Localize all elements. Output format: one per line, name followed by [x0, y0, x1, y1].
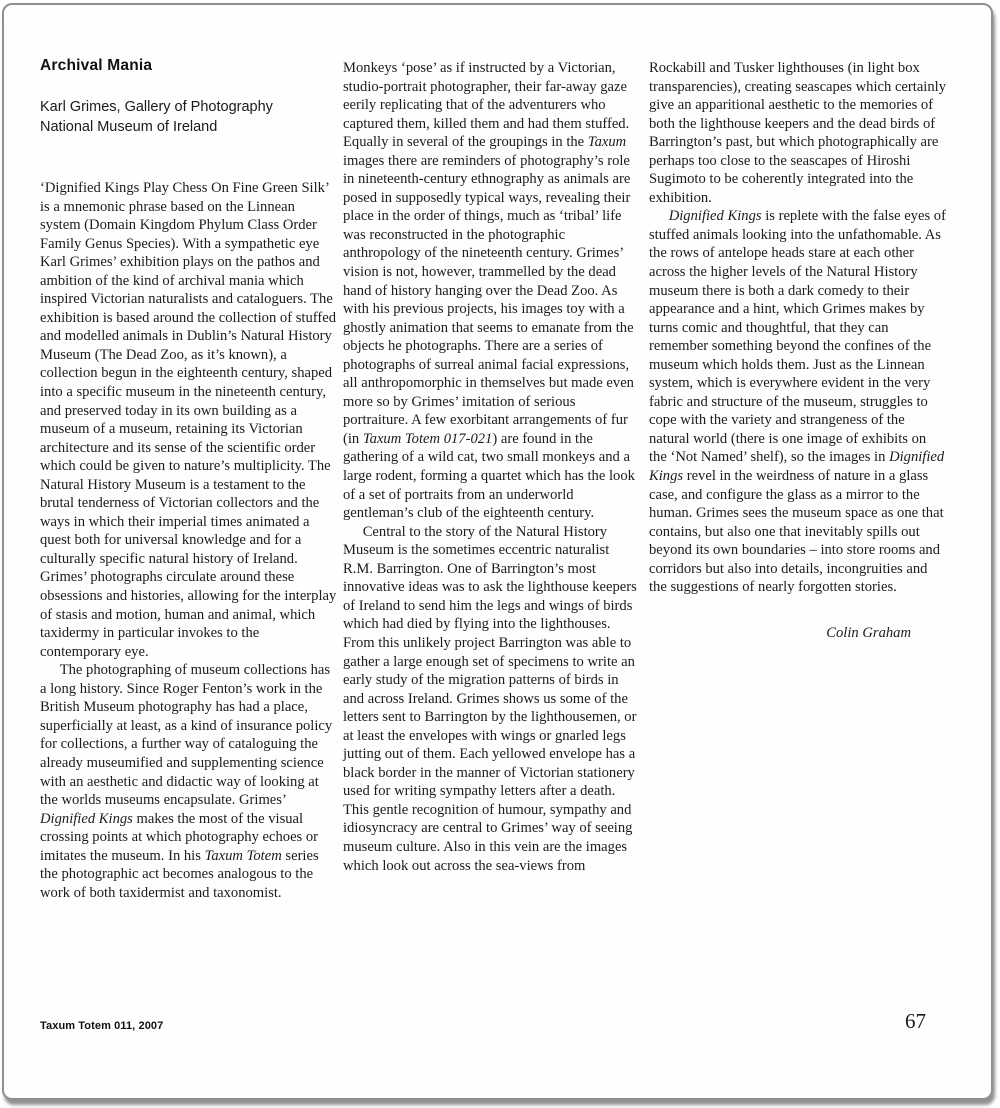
paragraph — [343, 59, 641, 523]
text-segment: ) are found in the gathering of a wild cat, two small monkeys and a large rodent, forming a quartet which has the look of a set of portraits from an underworld gentleman’s club of the eighteenth century. — [343, 430, 635, 522]
article-title: Archival Mania — [40, 57, 153, 74]
italic-text-segment: Taxum — [587, 134, 627, 151]
scanned-page — [2, 3, 993, 1100]
author-signature — [649, 624, 947, 643]
byline-author-gallery: Karl Grimes, Gallery of Photography — [40, 99, 273, 115]
text-column-2 — [343, 59, 641, 875]
italic-text-segment: Dignified Kings — [649, 449, 945, 485]
italic-text-segment: Dignified Kings — [40, 810, 133, 827]
text-segment: series the photographic act becomes analogous to the work of both taxidermist and taxonomist. — [40, 847, 319, 901]
page-number: 67 — [905, 1009, 926, 1033]
text-column-1 — [40, 179, 338, 902]
footer-caption: Taxum Totem 011, 2007 — [40, 1020, 164, 1032]
text-segment: Monkeys ‘pose’ as if instructed by a Victorian, studio-portrait photographer, their far-away gaze eerily replicating that of the adventurers who captured them, killed them and had them stuffed. Equally in several of the groupings in the — [343, 60, 630, 151]
text-segment: The photographing of museum collections has a long history. Since Roger Fenton’s work in the British Museum photography has had a place, superficially at least, as a kind of insurance policy for collections, a further way of cataloguing the already museumified and supplementing science with an aesthetic and didactic way of looking at the worlds museums encapsulate. Grimes’ — [40, 662, 333, 809]
paragraph — [649, 59, 947, 207]
text-segment: Central to the story of the Natural History Museum is the sometimes eccentric naturalist R.M. Barrington. One of Barrington’s most innovative ideas was to ask the lighthouse keepers of Ireland to send him the legs and wings of birds which had died by flying into the lighthouses. From this unlikely project Barrington was able to gather a large enough set of specimens to write an early study of the migration patterns of birds in and across Ireland. Grimes shows us some of the letters sent to Barrington by the lighthousemen, or at least the envelopes with wings or gnarled legs jutting out of them. Each yellowed envelope has a black border in the manner of Victorian stationery used for writing sympathy letters after a death. This gentle recognition of humour, sympathy and idiosyncracy are central to Grimes’ way of seeing museum culture. Also in this vein are the images which look out across the sea-views from — [343, 523, 637, 874]
byline — [40, 98, 273, 137]
text-segment: is replete with the false eyes of stuffed animals looking into the unfathomable. As the rows of antelope heads stare at each other across the higher levels of the Natural History museum there is both a dark comedy to their appearance and a hint, which Grimes makes by turns comic and thoughtful, that they can remember something beyond the confines of the museum which holds them. Just as the Linnean system, which is everywhere evident in the very fabric and structure of the museum, struggles to cope with the variety and strangeness of the natural world (there is one image of exhibits on the ‘Not Named’ shelf), so the images in — [649, 208, 946, 466]
text-column-3 — [649, 59, 947, 642]
italic-text-segment: Dignified Kings — [668, 208, 762, 225]
paragraph — [649, 207, 947, 596]
paragraph — [40, 661, 338, 902]
italic-text-segment: Colin Graham — [826, 624, 911, 641]
paragraph — [40, 179, 338, 661]
text-segment: images there are reminders of photography’s role in nineteenth-century ethnography as animals are posed in supposedly typical ways, revealing their place in the order of things, much as ‘tribal’ life was reconstructed in the photographic anthropology of the nineteenth century. Grimes’ vision is not, however, trammelled by the dead hand of history hanging over the Dead Zoo. As with his previous projects, his images toy with a ghostly animation that seems to emanate from the objects he photographs. There are a series of photographs of surreal animal facial expressions, all anthropomorphic in themselves but made even more so by Grimes’ imitation of serious portraiture. A few exorbitant arrangements of fur (in — [343, 152, 634, 447]
text-segment: revel in the weirdness of nature in a glass case, and configure the glass as a mirror to the human. Grimes sees the museum space as one that contains, but also one that inevitably spills out beyond its own boundaries – into store rooms and corridors but also into details, incongruities and the suggestions of nearly forgotten stories. — [649, 468, 944, 596]
italic-text-segment: Taxum Totem 017-021 — [362, 430, 493, 447]
text-segment: makes the most of the visual crossing points at which photography echoes or imitates the museum. In his — [40, 810, 319, 864]
italic-text-segment: Taxum Totem — [204, 847, 282, 864]
paragraph — [343, 523, 641, 875]
text-segment: Rockabill and Tusker lighthouses (in light box transparencies), creating seascapes which certainly give an apparitional aesthetic to the memories of both the lighthouse keepers and the dead birds of Barrington’s past, but which photographically are perhaps too close to the seascapes of Hiroshi Sugimoto to be coherently integrated into the exhibition. — [649, 60, 946, 206]
text-segment: ‘Dignified Kings Play Chess On Fine Green Silk’ is a mnemonic phrase based on the Linnean system (Domain Kingdom Phylum Class Order Family Genus Species). With a sympathetic eye Karl Grimes’ exhibition plays on the pathos and ambition of the kind of archival mania which inspired Victorian naturalists and cataloguers. The exhibition is based around the collection of stuffed and modelled animals in Dublin’s Natural History Museum (The Dead Zoo, as it’s known), a collection begun in the eighteenth century, shaped into a specific museum in the nineteenth century, and preserved today in its own building as a museum of a museum, retaining its Victorian architecture and its sense of the scientific order which could be given to nature’s multiplicity. The Natural History Museum is a testament to the brutal tenderness of Victorian collectors and the ways in which their imperial times animated a quest both for universal knowledge and for a culturally specific natural history of Ireland. Grimes’ photographs circulate around these obsessions and histories, allowing for the interplay of stasis and motion, human and animal, which taxidermy in particular invokes to the contemporary eye. — [40, 180, 337, 660]
byline-museum: National Museum of Ireland — [40, 118, 218, 135]
